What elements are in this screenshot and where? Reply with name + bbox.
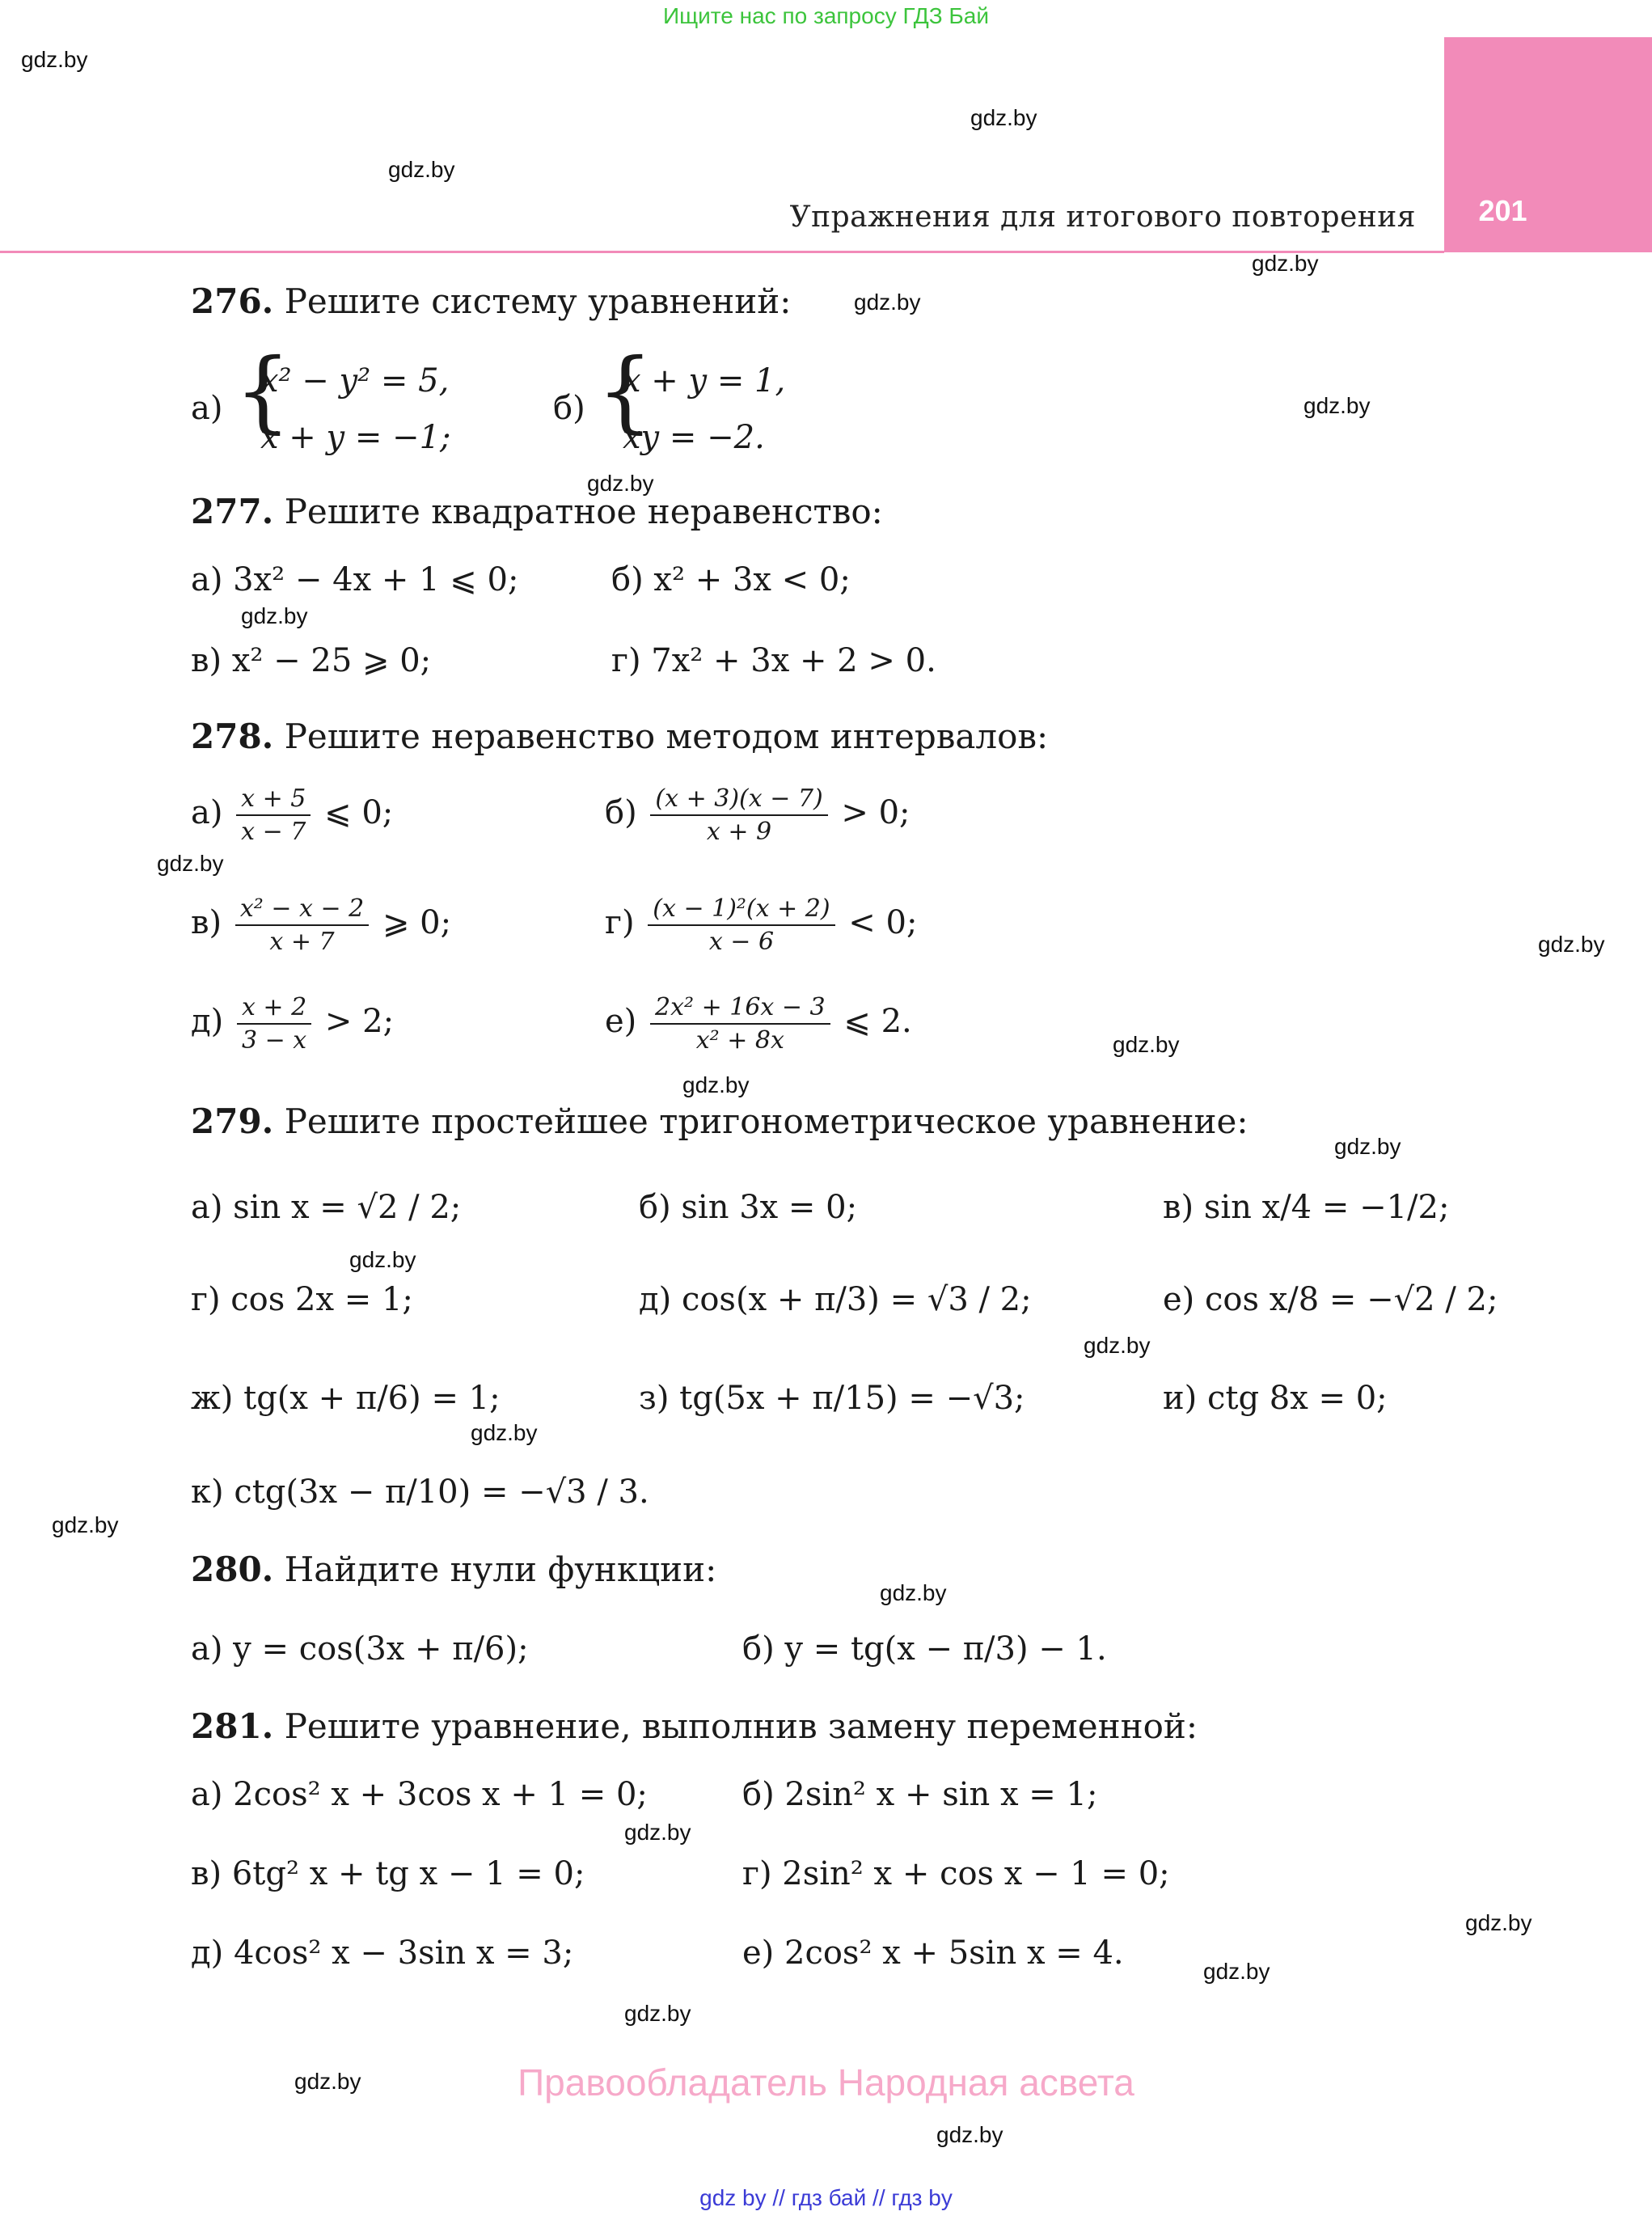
- trig-equation: и) ctg 8x = 0;: [1163, 1380, 1388, 1417]
- watermark: gdz.by: [624, 1820, 691, 1845]
- exercise-title: Найдите нули функции:: [284, 1550, 717, 1589]
- exercise-276-heading: [191, 281, 791, 321]
- exercise-title: Решите неравенство методом интервалов:: [284, 717, 1049, 756]
- watermark: gdz.by: [241, 603, 308, 628]
- equation: xy = −2.: [623, 419, 765, 456]
- inequality: б) $\frac{(x + 3)(x - 7)}{x + 9}$ > 0;: [605, 784, 911, 846]
- page-number: 201: [1478, 194, 1527, 227]
- watermark: gdz.by: [970, 105, 1037, 130]
- inequality: в) x² − 25 ⩾ 0;: [191, 642, 432, 679]
- substitution-equation: г) 2sin² x + cos x − 1 = 0;: [742, 1855, 1170, 1892]
- trig-equation: з) tg(5x + π/15) = −√3;: [639, 1380, 1025, 1417]
- equation: x + y = −1;: [260, 419, 451, 456]
- exercise-title: Решите простейшее тригонометрическое уравнение:: [284, 1101, 1249, 1141]
- trig-equation: д) cos(x + π/3) = √3 / 2;: [639, 1281, 1032, 1318]
- substitution-equation: б) 2sin² x + sin x = 1;: [742, 1776, 1098, 1813]
- watermark: gdz.by: [388, 157, 455, 182]
- watermark: gdz.by: [587, 471, 654, 496]
- watermark: gdz.by: [854, 290, 921, 315]
- watermark: gdz.by: [52, 1512, 119, 1537]
- watermark: gdz.by: [1084, 1333, 1151, 1358]
- exercise-277-heading: [191, 492, 883, 531]
- watermark: gdz.by: [1252, 251, 1319, 276]
- top-note: Ищите нас по запросу ГДЗ Бай: [662, 3, 990, 28]
- exercise-280-heading: [191, 1550, 716, 1589]
- inequality: а) $\frac{x + 5}{x - 7}$ ⩽ 0;: [191, 784, 394, 846]
- exercise-title: Решите квадратное неравенство:: [284, 492, 883, 531]
- watermark: gdz.by: [349, 1247, 416, 1272]
- watermark: gdz.by: [1334, 1134, 1401, 1159]
- inequality: г) $\frac{\text{(x − 1)²(x + 2)}}{x - 6}$ < 0;: [605, 894, 918, 956]
- exercise-281-heading: [191, 1706, 1198, 1746]
- watermark: gdz.by: [1538, 932, 1605, 957]
- inequality: б) x² + 3x < 0;: [611, 561, 851, 598]
- trig-equation: б) sin 3x = 0;: [639, 1189, 858, 1226]
- watermark: gdz.by: [157, 851, 224, 876]
- watermark: gdz.by: [1113, 1032, 1180, 1057]
- function-zeros: б) y = tg(x − π/3) − 1.: [742, 1630, 1107, 1668]
- watermark: gdz.by: [1203, 1959, 1270, 1984]
- system-brace: {: [597, 339, 653, 442]
- exercise-number: 277.: [191, 492, 274, 531]
- header-rule: [0, 251, 1444, 253]
- exercise-number: 280.: [191, 1550, 274, 1589]
- watermark: gdz.by: [1303, 393, 1371, 418]
- equation: x + y = 1,: [623, 362, 786, 400]
- trig-equation: в) sin x/4 = −1/2;: [1163, 1189, 1450, 1226]
- exercise-279-heading: [191, 1101, 1248, 1141]
- exercise-278-heading: [191, 717, 1048, 756]
- exercise-title: Решите уравнение, выполнив замену переменной:: [284, 1706, 1198, 1746]
- watermark: gdz.by: [880, 1580, 947, 1605]
- function-zeros: а) y = cos(3x + π/6);: [191, 1630, 529, 1668]
- exercise-title: Решите систему уравнений:: [284, 281, 792, 321]
- watermark: gdz.by: [471, 1420, 538, 1445]
- exercise-number: 278.: [191, 717, 274, 756]
- trig-equation: ж) tg(x + π/6) = 1;: [191, 1380, 501, 1417]
- trig-equation: к) ctg(3x − π/10) = −√3 / 3.: [191, 1474, 649, 1511]
- trig-equation: г) cos 2x = 1;: [191, 1281, 413, 1318]
- watermark: gdz.by: [1465, 1910, 1532, 1935]
- watermark: gdz.by: [21, 47, 88, 72]
- exercise-number: 276.: [191, 281, 274, 321]
- inequality: г) 7x² + 3x + 2 > 0.: [611, 642, 936, 679]
- copyright-footer: Правообладатель Народная асвета: [518, 2061, 1134, 2103]
- inequality: в) $\frac{\text{x² − x − 2}}{x + 7}$ ⩾ 0;: [191, 894, 452, 956]
- substitution-equation: е) 2cos² x + 5sin x = 4.: [742, 1934, 1124, 1972]
- inequality: е) $\frac{\text{2x² + 16x − 3}}{\text{x² + 8x}}$ ⩽ 2.: [605, 993, 912, 1055]
- item-label: а): [191, 390, 223, 427]
- exercise-number: 281.: [191, 1706, 274, 1746]
- inequality: д) $\frac{x + 2}{3 - x}$ > 2;: [191, 993, 395, 1055]
- watermark: gdz.by: [936, 2122, 1003, 2147]
- item-label: б): [553, 390, 585, 427]
- inequality: а) 3x² − 4x + 1 ⩽ 0;: [191, 561, 519, 598]
- running-head: Упражнения для итогового повторения: [789, 201, 1416, 234]
- trig-equation: е) cos x/8 = −√2 / 2;: [1163, 1281, 1498, 1318]
- watermark: gdz.by: [682, 1072, 750, 1097]
- bottom-links[interactable]: gdz by // гдз бай // гдз by: [699, 2185, 953, 2210]
- system-brace: {: [234, 339, 291, 442]
- exercise-number: 279.: [191, 1101, 274, 1141]
- watermark: gdz.by: [294, 2069, 361, 2094]
- equation: x² − y² = 5,: [260, 362, 450, 400]
- substitution-equation: д) 4cos² x − 3sin x = 3;: [191, 1934, 574, 1972]
- watermark: gdz.by: [624, 2001, 691, 2026]
- substitution-equation: в) 6tg² x + tg x − 1 = 0;: [191, 1855, 585, 1892]
- substitution-equation: а) 2cos² x + 3cos x + 1 = 0;: [191, 1776, 648, 1813]
- trig-equation: а) sin x = √2 / 2;: [191, 1189, 462, 1226]
